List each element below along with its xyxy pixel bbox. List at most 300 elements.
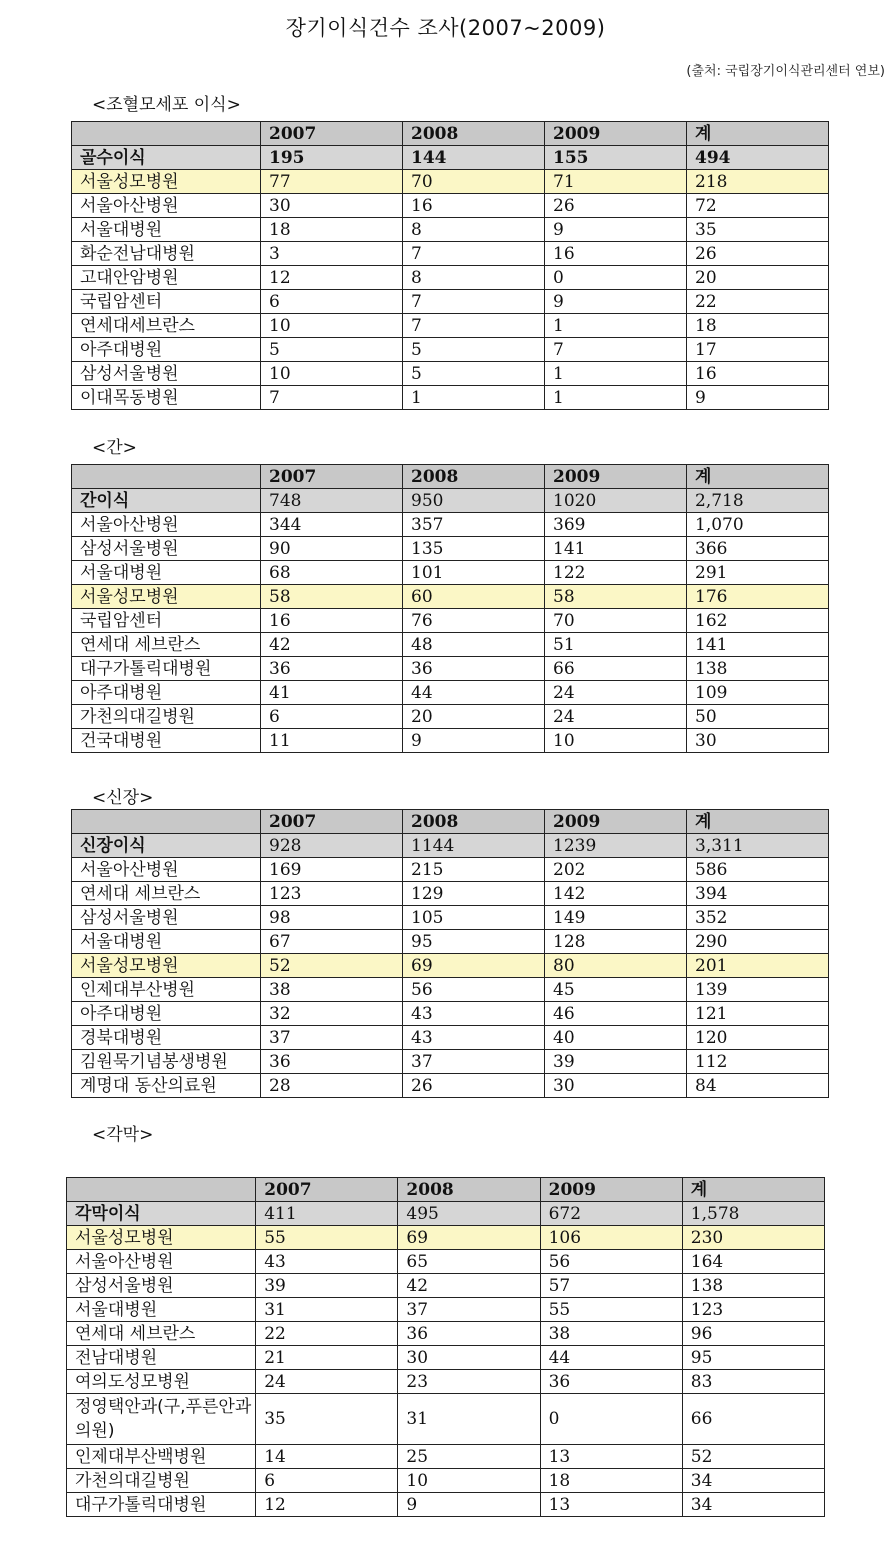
value-cell: 16 [545, 242, 687, 266]
row-label-cell: 서울대병원 [67, 1298, 256, 1322]
value-cell: 36 [398, 1322, 540, 1346]
value-cell: 52 [261, 954, 403, 978]
table-row [67, 1322, 825, 1346]
kidney-transplant-table [71, 809, 829, 1098]
table-row [67, 1394, 825, 1445]
row-label-cell: 연세대세브란스 [72, 314, 261, 338]
table-row [72, 657, 829, 681]
table-row [72, 170, 829, 194]
value-cell: 11 [261, 729, 403, 753]
value-cell: 176 [687, 585, 829, 609]
table-header-row [67, 1178, 825, 1202]
value-cell: 60 [403, 585, 545, 609]
value-cell: 13 [540, 1445, 682, 1469]
value-cell: 70 [545, 609, 687, 633]
row-label-cell: 서울성모병원 [72, 954, 261, 978]
row-label-cell: 아주대병원 [72, 338, 261, 362]
value-cell: 36 [540, 1370, 682, 1394]
value-cell: 7 [403, 290, 545, 314]
value-cell: 14 [256, 1445, 398, 1469]
value-cell: 39 [256, 1274, 398, 1298]
table-row [67, 1274, 825, 1298]
table-row [72, 218, 829, 242]
value-cell: 18 [540, 1469, 682, 1493]
table-row [67, 1370, 825, 1394]
table-row [72, 362, 829, 386]
value-cell: 8 [403, 266, 545, 290]
row-label-cell: 서울대병원 [72, 218, 261, 242]
column-header: 2007 [256, 1178, 398, 1202]
value-cell: 83 [682, 1370, 824, 1394]
row-label-cell: 대구가톨릭대병원 [72, 657, 261, 681]
row-label-cell: 서울성모병원 [67, 1226, 256, 1250]
table-row [72, 585, 829, 609]
value-cell: 71 [545, 170, 687, 194]
section-label-liver: <간> [92, 438, 137, 458]
value-cell: 95 [403, 930, 545, 954]
table-row [72, 242, 829, 266]
column-header: 2009 [545, 810, 687, 834]
value-cell: 31 [256, 1298, 398, 1322]
page-title: 장기이식건수 조사(2007~2009) [285, 16, 606, 40]
value-cell: 5 [403, 362, 545, 386]
table-header-row [72, 465, 829, 489]
value-cell: 30 [545, 1074, 687, 1098]
value-cell: 9 [545, 290, 687, 314]
row-label-cell: 간이식 [72, 489, 261, 513]
table-row [72, 290, 829, 314]
row-label-cell: 국립암센터 [72, 290, 261, 314]
row-label-cell: 서울아산병원 [72, 194, 261, 218]
value-cell: 18 [687, 314, 829, 338]
value-cell: 218 [687, 170, 829, 194]
value-cell: 169 [261, 858, 403, 882]
value-cell: 22 [687, 290, 829, 314]
row-label-cell: 서울성모병원 [72, 585, 261, 609]
liver-transplant-table [71, 464, 829, 753]
value-cell: 5 [261, 338, 403, 362]
table-row [72, 633, 829, 657]
value-cell: 369 [545, 513, 687, 537]
row-label-cell: 서울아산병원 [72, 858, 261, 882]
row-label-cell: 김원묵기념봉생병원 [72, 1050, 261, 1074]
value-cell: 1,578 [682, 1202, 824, 1226]
table-row [72, 978, 829, 1002]
value-cell: 25 [398, 1445, 540, 1469]
value-cell: 16 [261, 609, 403, 633]
value-cell: 138 [682, 1274, 824, 1298]
value-cell: 495 [398, 1202, 540, 1226]
row-label-cell: 서울아산병원 [72, 513, 261, 537]
table-row [67, 1445, 825, 1469]
value-cell: 112 [687, 1050, 829, 1074]
table-row [72, 1002, 829, 1026]
table-row [72, 266, 829, 290]
value-cell: 36 [261, 657, 403, 681]
value-cell: 101 [403, 561, 545, 585]
value-cell: 195 [261, 146, 403, 170]
value-cell: 38 [261, 978, 403, 1002]
table-row [72, 1026, 829, 1050]
value-cell: 24 [545, 705, 687, 729]
value-cell: 36 [403, 657, 545, 681]
row-label-cell: 서울성모병원 [72, 170, 261, 194]
row-label-cell: 연세대 세브란스 [72, 882, 261, 906]
value-cell: 16 [403, 194, 545, 218]
value-cell: 123 [682, 1298, 824, 1322]
table-row [67, 1250, 825, 1274]
value-cell: 45 [545, 978, 687, 1002]
column-header [67, 1178, 256, 1202]
table-row [72, 338, 829, 362]
table-row [72, 314, 829, 338]
value-cell: 43 [403, 1002, 545, 1026]
row-label-cell: 삼성서울병원 [72, 537, 261, 561]
value-cell: 34 [682, 1469, 824, 1493]
total-row [72, 146, 829, 170]
value-cell: 18 [261, 218, 403, 242]
table-row [67, 1493, 825, 1517]
value-cell: 12 [256, 1493, 398, 1517]
value-cell: 230 [682, 1226, 824, 1250]
value-cell: 44 [540, 1346, 682, 1370]
value-cell: 155 [545, 146, 687, 170]
value-cell: 69 [398, 1226, 540, 1250]
table-row [67, 1469, 825, 1493]
value-cell: 50 [687, 705, 829, 729]
value-cell: 202 [545, 858, 687, 882]
value-cell: 17 [687, 338, 829, 362]
row-label-cell: 가천의대길병원 [67, 1469, 256, 1493]
value-cell: 1 [545, 362, 687, 386]
row-label-cell: 인제대부산백병원 [67, 1445, 256, 1469]
column-header: 2009 [540, 1178, 682, 1202]
column-header: 계 [687, 810, 829, 834]
value-cell: 36 [261, 1050, 403, 1074]
table-row [72, 954, 829, 978]
value-cell: 58 [261, 585, 403, 609]
row-label-cell: 서울대병원 [72, 561, 261, 585]
table-row [72, 930, 829, 954]
value-cell: 16 [687, 362, 829, 386]
table-row [72, 882, 829, 906]
value-cell: 57 [540, 1274, 682, 1298]
column-header: 계 [687, 465, 829, 489]
source-note: (출처: 국립장기이식관리센터 연보) [686, 64, 885, 79]
value-cell: 65 [398, 1250, 540, 1274]
value-cell: 0 [540, 1394, 682, 1445]
value-cell: 34 [682, 1493, 824, 1517]
value-cell: 70 [403, 170, 545, 194]
column-header [72, 465, 261, 489]
table-row [72, 705, 829, 729]
stem-cell-transplant-table [71, 121, 829, 410]
column-header [72, 810, 261, 834]
table-row [72, 386, 829, 410]
column-header: 2008 [398, 1178, 540, 1202]
value-cell: 40 [545, 1026, 687, 1050]
table-row [72, 1074, 829, 1098]
table-row [72, 729, 829, 753]
total-row [72, 834, 829, 858]
value-cell: 56 [403, 978, 545, 1002]
value-cell: 26 [687, 242, 829, 266]
row-label-cell: 삼성서울병원 [72, 906, 261, 930]
value-cell: 1020 [545, 489, 687, 513]
value-cell: 39 [545, 1050, 687, 1074]
row-label-cell: 골수이식 [72, 146, 261, 170]
row-label-cell: 대구가톨릭대병원 [67, 1493, 256, 1517]
value-cell: 123 [261, 882, 403, 906]
value-cell: 106 [540, 1226, 682, 1250]
table-row [72, 513, 829, 537]
value-cell: 5 [403, 338, 545, 362]
value-cell: 20 [403, 705, 545, 729]
value-cell: 24 [256, 1370, 398, 1394]
value-cell: 30 [261, 194, 403, 218]
row-label-cell: 건국대병원 [72, 729, 261, 753]
value-cell: 7 [545, 338, 687, 362]
value-cell: 357 [403, 513, 545, 537]
value-cell: 8 [403, 218, 545, 242]
column-header: 계 [682, 1178, 824, 1202]
value-cell: 20 [687, 266, 829, 290]
value-cell: 6 [261, 705, 403, 729]
value-cell: 51 [545, 633, 687, 657]
value-cell: 68 [261, 561, 403, 585]
value-cell: 38 [540, 1322, 682, 1346]
value-cell: 56 [540, 1250, 682, 1274]
row-label-cell: 경북대병원 [72, 1026, 261, 1050]
value-cell: 1 [545, 386, 687, 410]
value-cell: 215 [403, 858, 545, 882]
column-header: 계 [687, 122, 829, 146]
value-cell: 411 [256, 1202, 398, 1226]
value-cell: 32 [261, 1002, 403, 1026]
value-cell: 43 [256, 1250, 398, 1274]
value-cell: 42 [398, 1274, 540, 1298]
value-cell: 10 [261, 314, 403, 338]
value-cell: 13 [540, 1493, 682, 1517]
value-cell: 7 [261, 386, 403, 410]
row-label-cell: 삼성서울병원 [72, 362, 261, 386]
value-cell: 26 [545, 194, 687, 218]
value-cell: 9 [687, 386, 829, 410]
row-label-cell: 여의도성모병원 [67, 1370, 256, 1394]
value-cell: 201 [687, 954, 829, 978]
value-cell: 10 [398, 1469, 540, 1493]
table-row [72, 561, 829, 585]
row-label-cell: 아주대병원 [72, 1002, 261, 1026]
table-row [72, 681, 829, 705]
row-label-cell: 신장이식 [72, 834, 261, 858]
cornea-transplant-table [66, 1177, 825, 1517]
value-cell: 748 [261, 489, 403, 513]
value-cell: 138 [687, 657, 829, 681]
value-cell: 58 [545, 585, 687, 609]
value-cell: 144 [403, 146, 545, 170]
value-cell: 121 [687, 1002, 829, 1026]
table-header-row [72, 122, 829, 146]
value-cell: 76 [403, 609, 545, 633]
value-cell: 10 [261, 362, 403, 386]
row-label-cell: 정영택안과(구,푸른안과의원) [67, 1394, 256, 1445]
table-row [67, 1298, 825, 1322]
value-cell: 90 [261, 537, 403, 561]
row-label-cell: 서울대병원 [72, 930, 261, 954]
value-cell: 2,718 [687, 489, 829, 513]
table-row [72, 537, 829, 561]
value-cell: 928 [261, 834, 403, 858]
table-row [72, 194, 829, 218]
column-header: 2008 [403, 810, 545, 834]
value-cell: 291 [687, 561, 829, 585]
value-cell: 290 [687, 930, 829, 954]
value-cell: 6 [256, 1469, 398, 1493]
value-cell: 24 [545, 681, 687, 705]
row-label-cell: 인제대부산병원 [72, 978, 261, 1002]
value-cell: 1 [403, 386, 545, 410]
value-cell: 6 [261, 290, 403, 314]
value-cell: 7 [403, 242, 545, 266]
row-label-cell: 전남대병원 [67, 1346, 256, 1370]
value-cell: 1239 [545, 834, 687, 858]
value-cell: 494 [687, 146, 829, 170]
value-cell: 9 [545, 218, 687, 242]
column-header [72, 122, 261, 146]
value-cell: 9 [403, 729, 545, 753]
row-label-cell: 연세대 세브란스 [72, 633, 261, 657]
total-row [72, 489, 829, 513]
value-cell: 43 [403, 1026, 545, 1050]
row-label-cell: 서울아산병원 [67, 1250, 256, 1274]
value-cell: 22 [256, 1322, 398, 1346]
value-cell: 95 [682, 1346, 824, 1370]
value-cell: 10 [545, 729, 687, 753]
value-cell: 55 [256, 1226, 398, 1250]
value-cell: 48 [403, 633, 545, 657]
section-label-kidney: <신장> [92, 788, 154, 808]
value-cell: 26 [403, 1074, 545, 1098]
value-cell: 37 [261, 1026, 403, 1050]
value-cell: 35 [687, 218, 829, 242]
table-header-row [72, 810, 829, 834]
value-cell: 950 [403, 489, 545, 513]
value-cell: 69 [403, 954, 545, 978]
value-cell: 141 [545, 537, 687, 561]
value-cell: 12 [261, 266, 403, 290]
value-cell: 41 [261, 681, 403, 705]
column-header: 2007 [261, 810, 403, 834]
value-cell: 141 [687, 633, 829, 657]
row-label-cell: 각막이식 [67, 1202, 256, 1226]
value-cell: 80 [545, 954, 687, 978]
value-cell: 67 [261, 930, 403, 954]
row-label-cell: 계명대 동산의료원 [72, 1074, 261, 1098]
table-row [72, 906, 829, 930]
value-cell: 37 [398, 1298, 540, 1322]
value-cell: 120 [687, 1026, 829, 1050]
column-header: 2007 [261, 465, 403, 489]
value-cell: 77 [261, 170, 403, 194]
value-cell: 142 [545, 882, 687, 906]
value-cell: 96 [682, 1322, 824, 1346]
column-header: 2008 [403, 122, 545, 146]
value-cell: 23 [398, 1370, 540, 1394]
value-cell: 3 [261, 242, 403, 266]
column-header: 2007 [261, 122, 403, 146]
column-header: 2009 [545, 122, 687, 146]
value-cell: 164 [682, 1250, 824, 1274]
value-cell: 52 [682, 1445, 824, 1469]
row-label-cell: 삼성서울병원 [67, 1274, 256, 1298]
table-row [67, 1226, 825, 1250]
value-cell: 1 [545, 314, 687, 338]
value-cell: 30 [398, 1346, 540, 1370]
value-cell: 129 [403, 882, 545, 906]
value-cell: 162 [687, 609, 829, 633]
row-label-cell: 국립암센터 [72, 609, 261, 633]
value-cell: 1,070 [687, 513, 829, 537]
column-header: 2009 [545, 465, 687, 489]
value-cell: 139 [687, 978, 829, 1002]
value-cell: 122 [545, 561, 687, 585]
section-label-cornea: <각막> [92, 1125, 154, 1145]
value-cell: 9 [398, 1493, 540, 1517]
value-cell: 149 [545, 906, 687, 930]
value-cell: 3,311 [687, 834, 829, 858]
value-cell: 672 [540, 1202, 682, 1226]
value-cell: 66 [545, 657, 687, 681]
value-cell: 66 [682, 1394, 824, 1445]
section-label-stem-cell: <조혈모세포 이식> [92, 95, 241, 115]
value-cell: 98 [261, 906, 403, 930]
total-row [67, 1202, 825, 1226]
row-label-cell: 가천의대길병원 [72, 705, 261, 729]
row-label-cell: 이대목동병원 [72, 386, 261, 410]
value-cell: 7 [403, 314, 545, 338]
table-row [67, 1346, 825, 1370]
table-row [72, 1050, 829, 1074]
value-cell: 394 [687, 882, 829, 906]
value-cell: 35 [256, 1394, 398, 1445]
value-cell: 352 [687, 906, 829, 930]
value-cell: 1144 [403, 834, 545, 858]
value-cell: 105 [403, 906, 545, 930]
value-cell: 84 [687, 1074, 829, 1098]
value-cell: 72 [687, 194, 829, 218]
value-cell: 586 [687, 858, 829, 882]
value-cell: 366 [687, 537, 829, 561]
row-label-cell: 연세대 세브란스 [67, 1322, 256, 1346]
value-cell: 46 [545, 1002, 687, 1026]
value-cell: 31 [398, 1394, 540, 1445]
table-row [72, 858, 829, 882]
value-cell: 30 [687, 729, 829, 753]
value-cell: 28 [261, 1074, 403, 1098]
value-cell: 344 [261, 513, 403, 537]
row-label-cell: 아주대병원 [72, 681, 261, 705]
value-cell: 109 [687, 681, 829, 705]
value-cell: 21 [256, 1346, 398, 1370]
value-cell: 55 [540, 1298, 682, 1322]
value-cell: 135 [403, 537, 545, 561]
row-label-cell: 화순전남대병원 [72, 242, 261, 266]
table-row [72, 609, 829, 633]
value-cell: 37 [403, 1050, 545, 1074]
row-label-cell: 고대안암병원 [72, 266, 261, 290]
column-header: 2008 [403, 465, 545, 489]
